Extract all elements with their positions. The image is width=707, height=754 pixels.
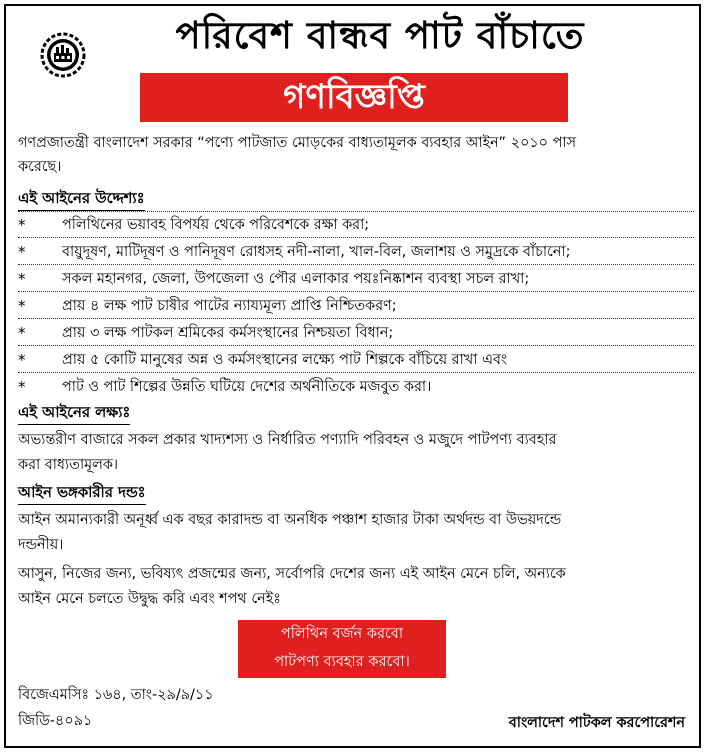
bullet-icon: *	[18, 324, 26, 342]
appeal-line-1: আসুন, নিজের জন্য, ভবিষ্যৎ প্রজন্মের জন্য, সর্বোপরি দেশের জন্য এই আইন মেনে চলি, অন্যকে	[18, 566, 566, 582]
pledge-line-2: পাটপণ্য ব্যবহার করবো।	[274, 654, 410, 670]
pledge-line-1: পলিথিন বর্জন করবো	[280, 626, 404, 642]
public-notice-banner: গণবিজ্ঞপ্তি	[140, 73, 568, 122]
intro-line-2: করেছে।	[18, 159, 62, 175]
divider	[18, 237, 694, 238]
bullet-icon: *	[18, 216, 26, 234]
objectives-heading: এই আইনের উদ্দেশ্যঃ	[18, 188, 145, 211]
goals-line-2: করা বাধ্যতামূলক।	[18, 457, 119, 473]
intro-line-1: গণপ্রজাতন্ত্রী বাংলাদেশ সরকার “পণ্যে পাটজাত মোড়কের বাধ্যতামূলক ব্যবহার আইন” ২০১০ পাস	[18, 135, 577, 151]
bullet-icon: *	[18, 243, 26, 261]
divider	[18, 345, 694, 346]
divider	[18, 291, 694, 292]
goals-heading: এই আইনের লক্ষ্যঃ	[18, 402, 130, 425]
divider	[18, 264, 694, 265]
objective-item: প্রায় ৩ লক্ষ পাটকল শ্রমিকের কর্মসংস্থানের নিশ্চয়তা বিধান;	[62, 325, 394, 341]
objective-item: সকল মহানগর, জেলা, উপজেলা ও পৌর এলাকার পয়ঃনিষ্কাশন ব্যবস্থা সচল রাখা;	[62, 271, 530, 287]
objective-item: বায়ুদূষণ, মাটিদূষণ ও পানিদূষণ রোধসহ নদী-নালা, খাল-বিল, জলাশয় ও সমুদ্রকে বাঁচানো;	[62, 244, 571, 260]
penalty-line-1: আইন অমান্যকারী অনূর্ধ্ব এক বছর কারাদন্ড বা অনধিক পঞ্চাশ হাজার টাকা অর্থদন্ড বা উভয়দন্ডে	[18, 512, 562, 528]
penalty-heading: আইন ভঙ্গকারীর দন্ডঃ	[18, 482, 146, 505]
reference-number: বিজেএমসিঃ ১৬৪, তাং-২৯/৯/১১	[18, 687, 214, 703]
bullet-icon: *	[18, 297, 26, 315]
divider	[18, 372, 694, 373]
divider	[18, 211, 694, 212]
bjmc-logo-icon	[40, 32, 86, 78]
appeal-line-2: আইন মেনে চলতে উদ্বুদ্ধ করি এবং শপথ নেইঃ	[18, 591, 281, 607]
pledge-box	[238, 620, 446, 678]
bullet-icon: *	[18, 351, 26, 369]
objective-item: প্রায় ৫ কোটি মানুষের অন্ন ও কর্মসংস্থানের লক্ষ্যে পাট শিল্পকে বাঁচিয়ে রাখা এবং	[62, 352, 508, 368]
bullet-icon: *	[18, 378, 26, 396]
objective-item: পাট ও পাট শিল্পের উন্নতি ঘটিয়ে দেশের অর্থনীতিকে মজবুত করা।	[62, 379, 432, 395]
divider	[18, 318, 694, 319]
organization-name: বাংলাদেশ পাটকল করপোরেশন	[508, 715, 685, 731]
page-title: পরিবেশ বান্ধব পাট বাঁচাতে	[175, 14, 585, 57]
bullet-icon: *	[18, 270, 26, 288]
goals-line-1: অভ্যন্তরীণ বাজারে সকল প্রকার খাদ্যশস্য ও নির্ধারিত পণ্যাদি পরিবহন ও মজুদে পাটপণ্য ব্যবহার	[18, 432, 557, 448]
objective-item: প্রায় ৪ লক্ষ পাট চাষীর পাটের ন্যায্যমূল্য প্রাপ্তি নিশ্চিতকরণ;	[62, 298, 397, 314]
objective-item: পলিথিনের ভয়াবহ বিপর্যয় থেকে পরিবেশকে রক্ষা করা;	[62, 217, 370, 233]
penalty-line-2: দন্ডনীয়।	[18, 537, 64, 553]
gd-number: জিডি-৪০৯১	[18, 713, 93, 729]
